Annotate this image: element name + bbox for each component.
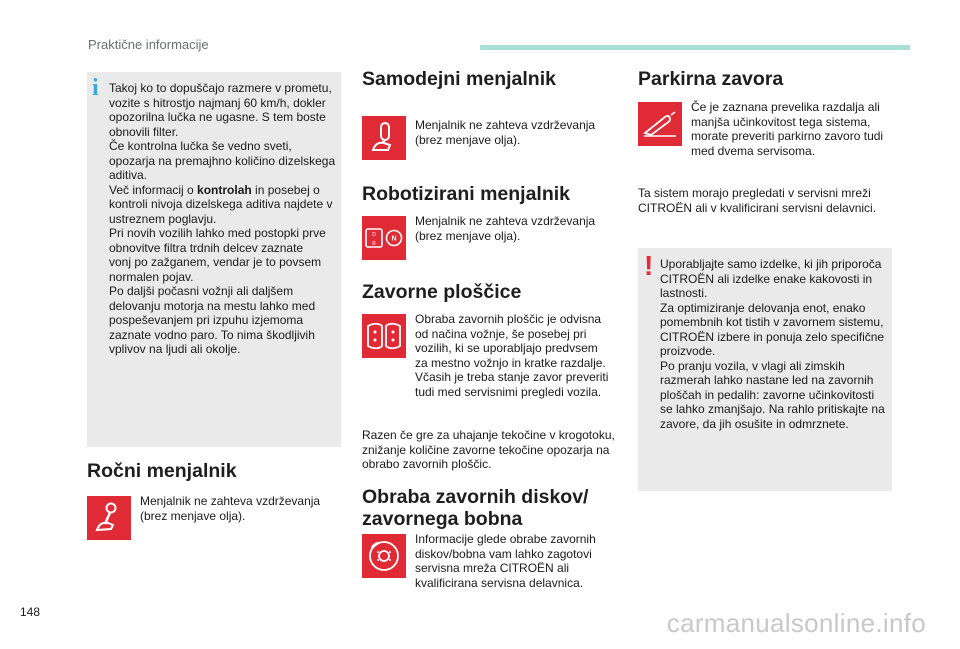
desc-line: (brez menjave olja). [140, 508, 246, 523]
warning-line: CITROËN ali izdelke enake kakovosti in [660, 271, 873, 286]
note-line: CITROËN ali v kvalificirani servisni delavnici. [638, 200, 877, 215]
desc-line: morate preveriti parkirno zavoro tudi [691, 129, 884, 143]
desc-line: (brez menjave olja). [415, 132, 521, 147]
desc-line: vozilih, ki se uporabljajo predvsem [415, 341, 598, 355]
info-line: kontroli nivoja dizelskega aditiva najdete v [109, 197, 333, 211]
info-line-with-bold [109, 183, 339, 198]
info-line: Pri novih vozilih lahko med postopki prve [109, 226, 326, 240]
warning-line: Uporabljajte samo izdelke, ki jih priporoča [660, 257, 882, 271]
warning-line: razmerah lahko nastane led na zavornih [660, 373, 874, 387]
desc-line: manjša učinkovitost tega sistema, [691, 114, 871, 129]
info-line: opozarja na premajhno količino dizelskega [109, 153, 336, 168]
brake-discs-text [415, 532, 625, 590]
brake-pads-heading: Zavorne ploščice [362, 281, 522, 303]
automatic-gearbox-heading: Samodejni menjalnik [362, 68, 556, 90]
desc-line: kvalificirana servisna delavnica. [415, 575, 584, 590]
info-line: Če kontrolna lučka še vedno sveti, [109, 139, 292, 153]
desc-line: za mestno vožnjo in kratke razdalje. [415, 355, 606, 370]
warning-line: CITROËN izbere in ponuja zelo specifične [660, 329, 885, 344]
parking-brake-icon [638, 102, 682, 146]
parking-brake-note [638, 186, 903, 215]
warning-line: Za optimiziranje delovanja enot, enako [660, 300, 866, 315]
desc-line: diskov/bobna vam lahko zagotovi [415, 546, 592, 561]
desc-line: tudi med servisnimi pregledi vozila. [415, 384, 602, 399]
info-line: vonj po zažganem, vendar je to povsem [109, 255, 322, 269]
info-line: Po daljši počasni vožnji ali daljšem [109, 284, 294, 298]
automatic-gearbox-text [415, 118, 625, 147]
warning-line: se lahko zmanjšajo. Na rahlo pritiskajte na [660, 402, 885, 416]
watermark: carmanualsonline.info [666, 608, 926, 638]
info-line: delovanju motorja na mestu lahko med [109, 298, 316, 313]
brake-pads-text [415, 312, 625, 399]
desc-line: od načina vožnje, še posebej pri [415, 326, 587, 341]
parking-brake-text [691, 100, 906, 158]
info-line: obnovitve filtra trdnih delcev zaznate [109, 240, 304, 255]
warning-line: ploščah in pedalih: zavorne učinkovitosti [660, 387, 875, 402]
brake-pads-icon [362, 314, 406, 358]
warning-line: zavore, da jih osušite in odmrznete. [660, 416, 849, 431]
info-line: Več informacij o [109, 182, 198, 197]
section-accent-bar [480, 45, 910, 50]
heading-line: zavornega bobna [362, 508, 523, 530]
note-line: Razen če gre za uhajanje tekočine v krogotoku, [362, 428, 615, 442]
brake-disc-glyph [366, 538, 402, 574]
robotized-gearbox-heading: Robotizirani menjalnik [362, 183, 571, 205]
note-line: obrabo zavornih ploščic. [362, 457, 492, 471]
info-line: vozite s hitrostjo najmanj 60 km/h, dokler [109, 95, 326, 110]
info-line: pospeševanjem pri izpuhu izjemoma [109, 313, 304, 327]
robotized-gear-icon [362, 216, 406, 260]
warning-icon: ! [644, 250, 654, 281]
info-text [109, 81, 339, 357]
section-title: Praktične informacije [88, 37, 209, 52]
info-icon: i [92, 75, 99, 101]
robotized-gearbox-text [415, 214, 625, 243]
warning-line: proizvode. [660, 344, 716, 358]
manual-gear-icon [87, 496, 131, 540]
warning-text [660, 257, 890, 431]
info-line: vplivov na ljudi ali okolje. [109, 342, 241, 356]
svg-text:N: N [391, 235, 397, 243]
warning-line: lastnosti. [660, 286, 708, 300]
desc-line: servisna mreža CITROËN ali [415, 561, 570, 575]
manual-gearbox-heading: Ročni menjalnik [87, 460, 237, 482]
desc-line: med dvema servisoma. [691, 143, 816, 158]
info-box [87, 72, 341, 447]
heading-line: Obraba zavornih diskov/ [362, 486, 589, 508]
automatic-gear-icon [362, 116, 406, 160]
info-line: aditiva. [109, 168, 148, 182]
svg-text:R: R [372, 241, 376, 247]
info-line: opozorilna lučka ne ugasne. S tem boste [109, 110, 326, 124]
desc-line: Menjalnik ne zahteva vzdrževanja [415, 214, 596, 228]
desc-line: (brez menjave olja). [415, 228, 521, 243]
warning-line: Po pranju vozila, v vlagi ali zimskih [660, 358, 845, 373]
manual-gearbox-text [140, 494, 340, 523]
warning-box [638, 248, 892, 491]
desc-line: Menjalnik ne zahteva vzdrževanja [415, 118, 596, 132]
parking-brake-heading: Parkirna zavora [638, 68, 784, 90]
info-line: zaznate vodno paro. To nima škodljivih [109, 327, 315, 342]
bold-term: kontrolah [197, 182, 252, 197]
desc-line: Če je zaznana prevelika razdalja ali [691, 100, 880, 114]
note-line: Ta sistem morajo pregledati v servisni mreži [638, 186, 871, 200]
warning-line: pomembnih kot tistih v zavornem sistemu, [660, 315, 884, 329]
page-number: 148 [20, 605, 41, 619]
brake-pads-glyph [365, 321, 403, 351]
info-line: Takoj ko to dopuščajo razmere v prometu, [109, 81, 332, 95]
desc-line: Včasih je treba stanje zavor preveriti [415, 370, 609, 384]
automatic-gear-glyph [366, 120, 402, 156]
parking-brake-glyph [641, 109, 679, 139]
info-line: obnovili filter. [109, 124, 179, 139]
manual-gear-glyph [91, 500, 127, 536]
robotized-gear-glyph [365, 226, 403, 250]
info-line-suffix: in posebej o [251, 182, 320, 197]
note-line: znižanje količine zavorne tekočine opozarja na [362, 442, 610, 457]
info-line: ustreznem poglavju. [109, 211, 217, 226]
brake-disc-icon [362, 534, 406, 578]
desc-line: Informacije glede obrabe zavornih [415, 532, 596, 546]
desc-line: Menjalnik ne zahteva vzdrževanja [140, 494, 321, 508]
brake-fluid-note [362, 428, 627, 472]
info-line: normalen pojav. [109, 269, 194, 284]
svg-text:D: D [372, 232, 376, 238]
brake-discs-heading [362, 486, 588, 530]
desc-line: Obraba zavornih ploščic je odvisna [415, 312, 602, 326]
